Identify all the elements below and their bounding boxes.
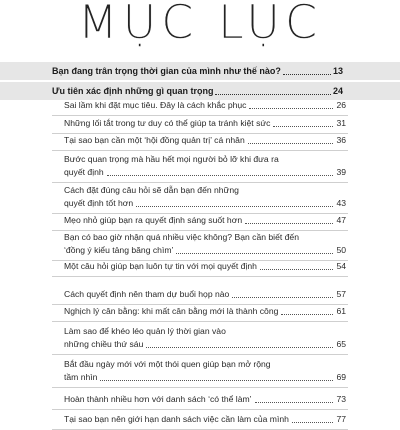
toc-entry-line xyxy=(64,371,346,384)
toc-entry[interactable] xyxy=(64,99,346,112)
toc-entry-title: quyết định tốt hơn xyxy=(64,198,134,208)
toc-divider xyxy=(52,182,348,183)
toc-section-title: Bạn đang trân trọng thời gian của mình như thế nào? xyxy=(52,66,281,76)
toc-section[interactable] xyxy=(0,62,400,82)
toc-leader-dots xyxy=(249,108,333,109)
toc-section-page: 24 xyxy=(332,86,343,96)
toc-divider xyxy=(52,321,348,322)
toc-entry-line xyxy=(64,393,346,406)
toc-entry-title: Bạn có bao giờ nhận quá nhiều việc không? Bạn cần biết đến xyxy=(64,232,299,242)
toc-entry-line xyxy=(64,338,346,351)
page-title: MỤC LỤC xyxy=(77,0,323,49)
toc-section-title: Ưu tiên xác định những gì quan trọng xyxy=(52,86,214,96)
toc-entry-page: 39 xyxy=(336,167,346,177)
toc-entry-page: 31 xyxy=(336,118,346,128)
toc-entry-page: 77 xyxy=(336,414,346,424)
toc-entry-page: 36 xyxy=(336,135,346,145)
toc-entry-line xyxy=(64,325,346,338)
toc-entry-line xyxy=(64,413,346,426)
toc-entry-line xyxy=(64,117,346,130)
toc-entry[interactable] xyxy=(64,413,346,426)
toc-leader-dots xyxy=(176,253,333,254)
toc-leader-dots xyxy=(245,223,333,224)
toc-entry[interactable] xyxy=(64,184,346,210)
toc-entry-line xyxy=(64,99,346,112)
toc-entry-page: 43 xyxy=(336,198,346,208)
toc-divider xyxy=(52,115,348,116)
toc-entry[interactable] xyxy=(64,153,346,179)
toc-entry-title: những chiều thứ sáu xyxy=(64,339,144,349)
toc-entry[interactable] xyxy=(64,358,346,384)
toc-entry-title: Bắt đầu ngày mới với một thói quen giúp bạn mở rộng xyxy=(64,359,271,369)
toc-divider xyxy=(52,150,348,151)
toc-entry-page: 54 xyxy=(336,261,346,271)
toc-leader-dots xyxy=(283,74,331,75)
toc-entry-title: Tại sao bạn nên giới hạn danh sách việc cần làm của mình xyxy=(64,414,289,424)
toc-entry[interactable] xyxy=(64,117,346,130)
toc-entry-page: 65 xyxy=(336,339,346,349)
toc-divider xyxy=(52,354,348,355)
toc-entry-line xyxy=(64,305,346,318)
toc-leader-dots xyxy=(260,269,333,270)
toc-entry-line xyxy=(64,197,346,210)
toc-leader-dots xyxy=(292,422,333,423)
toc-leader-dots xyxy=(281,314,333,315)
toc-leader-dots xyxy=(255,402,333,403)
toc-entry[interactable] xyxy=(64,260,346,273)
toc-entry-page: 61 xyxy=(336,306,346,316)
toc-entry[interactable] xyxy=(64,134,346,147)
toc-leader-dots xyxy=(273,126,333,127)
toc-entry-title: Hoàn thành nhiều hơn với danh sách ‘có thể làm’ xyxy=(64,394,252,404)
toc-entry[interactable] xyxy=(64,325,346,351)
toc-entry-page: 47 xyxy=(336,215,346,225)
toc-entry-title: Những lối tắt trong tư duy có thể giúp ta tránh kiệt sức xyxy=(64,118,271,128)
toc-entry-line xyxy=(64,153,346,166)
toc-entry[interactable] xyxy=(64,214,346,227)
toc-entry-line xyxy=(64,166,346,179)
toc-entry-title: Nghịch lý cân bằng: khi mất cân bằng mới là thành công xyxy=(64,306,279,316)
toc-entry-page: 50 xyxy=(336,245,346,255)
toc-entry-title: Một câu hỏi giúp bạn luôn tự tin với mọi quyết định xyxy=(64,261,257,271)
toc-section-page: 13 xyxy=(332,66,343,76)
toc-entry-title: quyết định xyxy=(64,167,104,177)
toc-entry-page: 73 xyxy=(336,394,346,404)
toc-entry-line xyxy=(64,288,346,301)
toc-entry[interactable] xyxy=(64,393,346,406)
toc-entry[interactable] xyxy=(64,305,346,318)
toc-leader-dots xyxy=(232,297,333,298)
toc-entry-line xyxy=(64,214,346,227)
toc-leader-dots xyxy=(146,347,333,348)
toc-leader-dots xyxy=(136,206,333,207)
toc-entry-line xyxy=(64,260,346,273)
toc-entry-page: 26 xyxy=(336,100,346,110)
toc-entry-title: Cách quyết định nên tham dự buổi họp nào xyxy=(64,289,230,299)
toc-entry-line xyxy=(64,134,346,147)
toc-entry[interactable] xyxy=(64,231,346,257)
toc-leader-dots xyxy=(107,175,333,176)
toc-entry-title: tầm nhìn xyxy=(64,372,98,382)
toc-entry-line xyxy=(64,184,346,197)
table-of-contents xyxy=(0,62,400,102)
toc-entry-title: Mẹo nhỏ giúp bạn ra quyết định sáng suốt hơn xyxy=(64,215,243,225)
toc-entry-line xyxy=(64,358,346,371)
toc-divider xyxy=(52,276,348,277)
toc-entry-title: Sai lầm khi đặt mục tiêu. Đây là cách khắc phục xyxy=(64,100,247,110)
toc-divider xyxy=(52,387,348,388)
toc-divider xyxy=(52,409,348,410)
toc-entry-title: Làm sao để khéo léo quản lý thời gian vào xyxy=(64,326,226,336)
toc-leader-dots xyxy=(100,380,333,381)
toc-entry-line xyxy=(64,231,346,244)
toc-entry-title: Cách đặt đúng câu hỏi sẽ dẫn bạn đến những xyxy=(64,185,239,195)
toc-entry-page: 57 xyxy=(336,289,346,299)
toc-entry-title: Bước quan trọng mà hầu hết mọi người bỏ lỡ khi đưa ra xyxy=(64,154,279,164)
toc-entry-page: 69 xyxy=(336,372,346,382)
toc-entry-title: ‘đồng ý kiểu tảng băng chìm’ xyxy=(64,245,174,255)
toc-entry-title: Tại sao bạn cần một ‘hội đồng quản trị’ cá nhân xyxy=(64,135,245,145)
toc-entry[interactable] xyxy=(64,288,346,301)
toc-entry-line xyxy=(64,244,346,257)
toc-leader-dots xyxy=(248,143,333,144)
toc-leader-dots xyxy=(215,94,331,95)
